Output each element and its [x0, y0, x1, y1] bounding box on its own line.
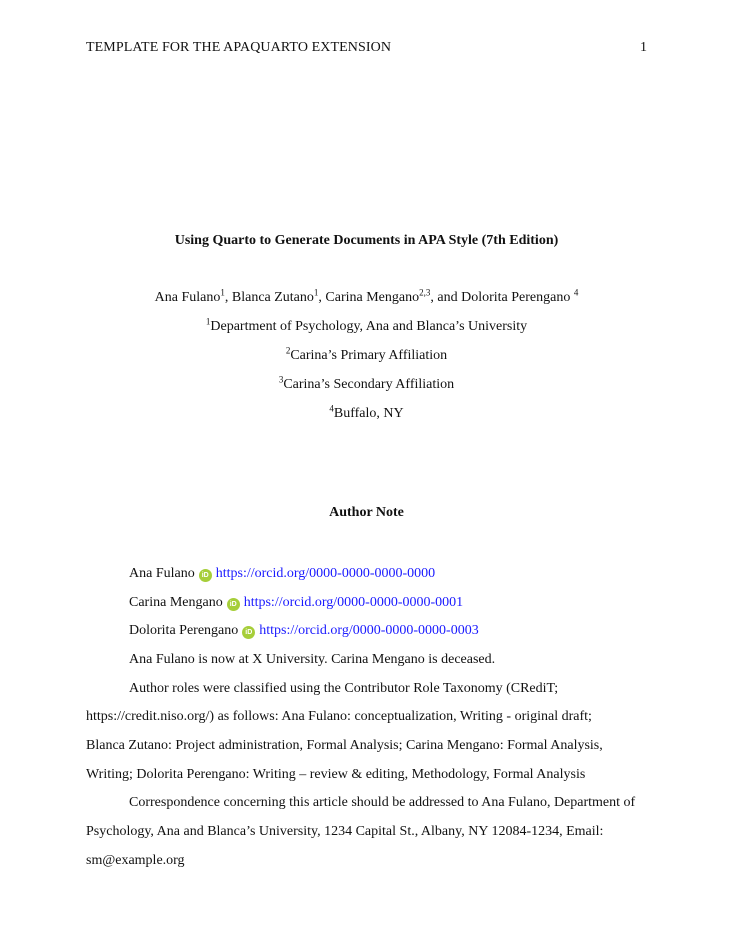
correspondence-line: Correspondence concerning this article should be addressed to Ana Fulano, Department of [129, 795, 636, 810]
author-separator: , and [430, 290, 462, 305]
affiliation-sup: 2 [285, 345, 291, 356]
affiliation-text: Buffalo, NY [333, 406, 404, 421]
paper-title: Using Quarto to Generate Documents in APA Style (7th Edition) [174, 233, 559, 248]
author-separator: , [318, 290, 326, 305]
affiliation-text: Department of Psychology, Ana and Blanca’s University [210, 319, 528, 334]
orcid-author-name: Ana Fulano [129, 566, 195, 581]
affiliation-line [0, 345, 733, 364]
correspondence-line: Psychology, Ana and Blanca’s University, 1234 Capital St., Albany, NY 12084-1234, Email: [86, 824, 604, 839]
affiliation-text: Carina’s Secondary Affiliation [283, 377, 455, 392]
author-name: Dolorita Perengano [461, 290, 571, 305]
orcid-link[interactable]: https://orcid.org/0000-0000-0000-0003 [259, 623, 479, 638]
author-affiliation-sup: 2,3 [419, 287, 431, 298]
author-name: Carina Mengano [325, 290, 420, 305]
affiliation-sup: 1 [205, 316, 211, 327]
orcid-author-name: Carina Mengano [129, 595, 223, 610]
correspondence-line: sm@example.org [86, 853, 185, 868]
orcid-line [129, 566, 435, 582]
orcid-icon [227, 598, 240, 611]
author-affiliation-sup: 1 [313, 287, 319, 298]
affiliation-line [0, 403, 733, 422]
author-status-line: Ana Fulano is now at X University. Carina Mengano is deceased. [129, 652, 496, 667]
affiliation-text: Carina’s Primary Affiliation [290, 348, 448, 363]
roles-paragraph-line: Writing; Dolorita Perengano: Writing – review & editing, Methodology, Formal Analysis [86, 767, 586, 782]
orcid-line [129, 623, 479, 639]
page-number: 1 [640, 40, 647, 55]
orcid-author-name: Dolorita Perengano [129, 623, 239, 638]
author-note-heading: Author Note [329, 505, 404, 520]
orcid-line [129, 595, 463, 611]
author-affiliation-sup: 1 [220, 287, 225, 298]
orcid-icon [242, 626, 255, 639]
author-separator: , [224, 290, 232, 305]
roles-paragraph-line: https://credit.niso.org/) as follows: Ana Fulano: conceptualization, Writing - original draft; [86, 709, 592, 724]
author-affiliation-sup: 4 [573, 287, 579, 298]
roles-paragraph-line: Author roles were classified using the Contributor Role Taxonomy (CRediT; [129, 681, 559, 696]
author-line [0, 287, 733, 306]
orcid-link[interactable]: https://orcid.org/0000-0000-0000-0000 [215, 566, 436, 581]
affiliation-sup: 3 [278, 374, 284, 385]
author-name: Blanca Zutano [231, 290, 314, 305]
author-name: Ana Fulano [154, 290, 221, 305]
running-head: TEMPLATE FOR THE APAQUARTO EXTENSION [86, 40, 392, 55]
orcid-link[interactable]: https://orcid.org/0000-0000-0000-0001 [243, 595, 464, 610]
affiliation-sup: 4 [329, 403, 334, 414]
affiliation-line [0, 374, 733, 393]
affiliation-line [0, 316, 733, 335]
orcid-icon [199, 569, 212, 582]
roles-paragraph-line: Blanca Zutano: Project administration, Formal Analysis; Carina Mengano: Formal Analysis, [86, 738, 603, 753]
